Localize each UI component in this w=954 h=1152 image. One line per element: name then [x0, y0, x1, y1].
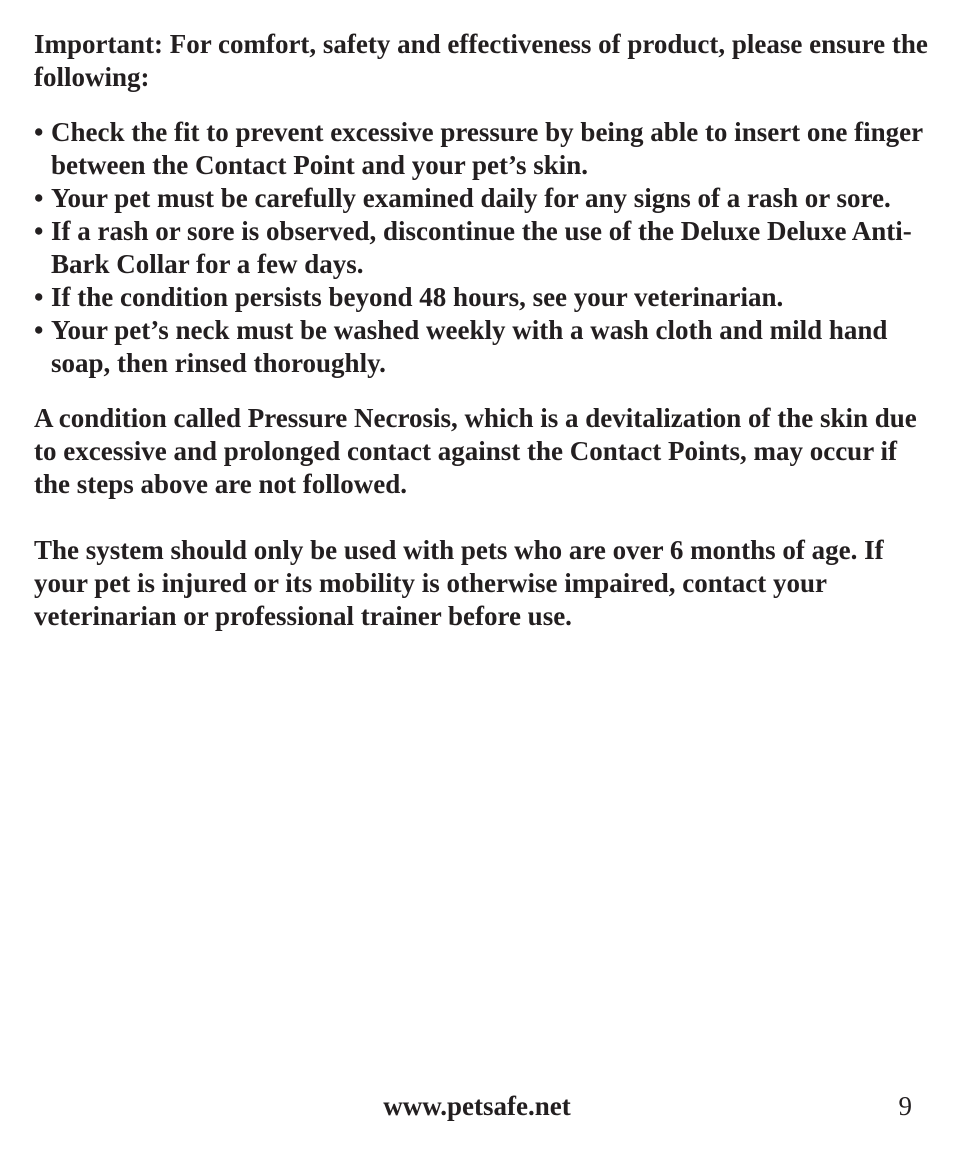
- manual-page: [34, 28, 934, 633]
- bullet-icon: •: [34, 216, 44, 246]
- bullet-icon: •: [34, 117, 44, 147]
- page-number: 9: [898, 1091, 912, 1121]
- bullet-text: If a rash or sore is observed, discontinue the use of the Deluxe Deluxe Anti-Bark Collar for a few days.: [51, 216, 912, 279]
- website-link[interactable]: www.petsafe.net: [383, 1091, 571, 1121]
- list-item: [34, 182, 934, 215]
- safety-checklist: [34, 116, 934, 380]
- age-restriction-notice: The system should only be used with pets who are over 6 months of age. If your pet is injured or its mobility is otherwise impaired, contact your veterinarian or professional trainer before use.: [34, 535, 884, 631]
- bullet-icon: •: [34, 315, 44, 345]
- list-item: [34, 281, 934, 314]
- bullet-text: If the condition persists beyond 48 hours, see your veterinarian.: [51, 282, 784, 312]
- pressure-necrosis-warning: A condition called Pressure Necrosis, which is a devitalization of the skin due to excessive and prolonged contact against the Contact Points, may occur if the steps above are not followed.: [34, 403, 917, 499]
- bullet-icon: •: [34, 282, 44, 312]
- list-item: [34, 215, 934, 281]
- important-intro: Important: For comfort, safety and effectiveness of product, please ensure the following:: [34, 29, 928, 92]
- list-item: [34, 116, 934, 182]
- bullet-icon: •: [34, 183, 44, 213]
- bullet-text: Your pet’s neck must be washed weekly with a wash cloth and mild hand soap, then rinsed thoroughly.: [51, 315, 888, 378]
- list-item: [34, 314, 934, 380]
- bullet-text: Your pet must be carefully examined daily for any signs of a rash or sore.: [51, 183, 891, 213]
- bullet-text: Check the fit to prevent excessive pressure by being able to insert one finger between the Contact Point and your pet’s skin.: [51, 117, 923, 180]
